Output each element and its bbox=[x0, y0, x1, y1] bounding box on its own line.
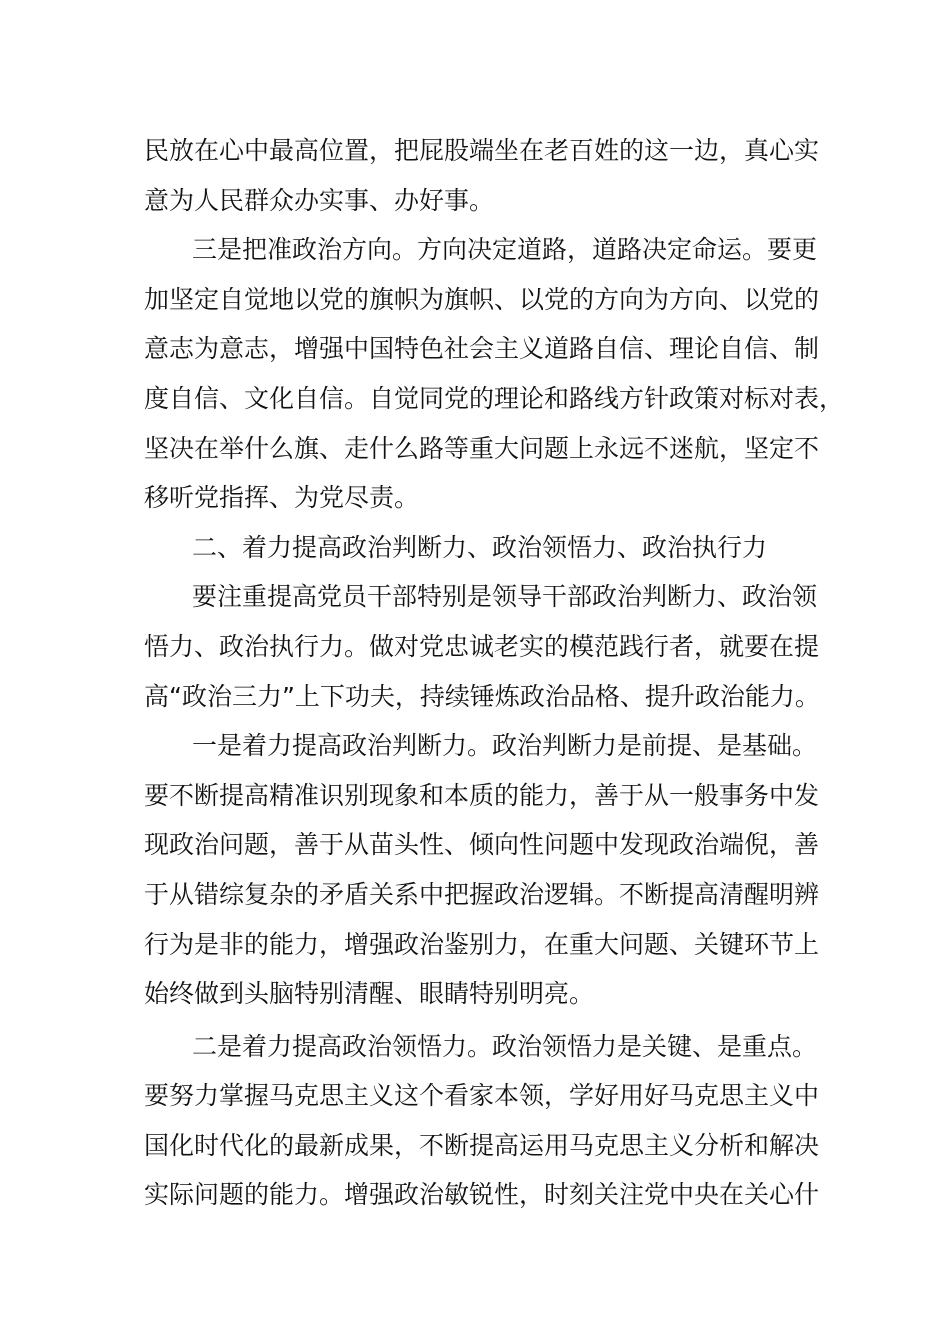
text-line: 要努力掌握马克思主义这个看家本领，学好用好马克思主义中 bbox=[144, 1081, 820, 1111]
paragraph-start-line: 二是着力提高政治领悟力。政治领悟力是关键、是重点。 bbox=[192, 1031, 818, 1061]
text-line: 民放在心中最高位置，把屁股端坐在老百姓的这一边，真心实 bbox=[144, 136, 820, 165]
text-line: 高“政治三力”上下功夫，持续锤炼政治品格、提升政治能力。 bbox=[144, 681, 820, 711]
section-heading: 二、着力提高政治判断力、政治领悟力、政治执行力 bbox=[192, 532, 768, 562]
text-line: 国化时代化的最新成果，不断提高运用马克思主义分析和解决 bbox=[144, 1130, 820, 1160]
text-line: 度自信、文化自信。自觉同党的理论和路线方针政策对标对表， bbox=[144, 383, 845, 413]
paragraph-start-line: 要注重提高党员干部特别是领导干部政治判断力、政治领 bbox=[192, 582, 818, 612]
document-body bbox=[144, 126, 845, 1220]
text-line: 悟力、政治执行力。做对党忠诚老实的模范践行者，就要在提 bbox=[144, 631, 820, 661]
text-line: 移听党指挥、为党尽责。 bbox=[144, 483, 420, 513]
text-line: 意为人民群众办实事、办好事。 bbox=[144, 185, 495, 215]
text-line: 实际问题的能力。增强政治敏锐性，时刻关注党中央在关心什 bbox=[144, 1180, 820, 1210]
text-line: 于从错综复杂的矛盾关系中把握政治逻辑。不断提高清醒明辨 bbox=[144, 879, 820, 909]
paragraph-start-line: 一是着力提高政治判断力。政治判断力是前提、是基础。 bbox=[192, 731, 818, 761]
text-line: 要不断提高精准识别现象和本质的能力，善于从一般事务中发 bbox=[144, 780, 820, 810]
text-line: 行为是非的能力，增强政治鉴别力，在重大问题、关键环节上 bbox=[144, 929, 820, 959]
text-line: 意志为意志，增强中国特色社会主义道路自信、理论自信、制 bbox=[144, 334, 820, 364]
paragraph-start-line: 三是把准政治方向。方向决定道路，道路决定命运。要更 bbox=[192, 235, 818, 265]
text-line: 现政治问题，善于从苗头性、倾向性问题中发现政治端倪，善 bbox=[144, 830, 820, 860]
text-line: 坚决在举什么旗、走什么路等重大问题上永远不迷航，坚定不 bbox=[144, 433, 820, 463]
text-line: 始终做到头脑特别清醒、眼睛特别明亮。 bbox=[144, 979, 595, 1009]
text-line: 加坚定自觉地以党的旗帜为旗帜、以党的方向为方向、以党的 bbox=[144, 284, 820, 314]
